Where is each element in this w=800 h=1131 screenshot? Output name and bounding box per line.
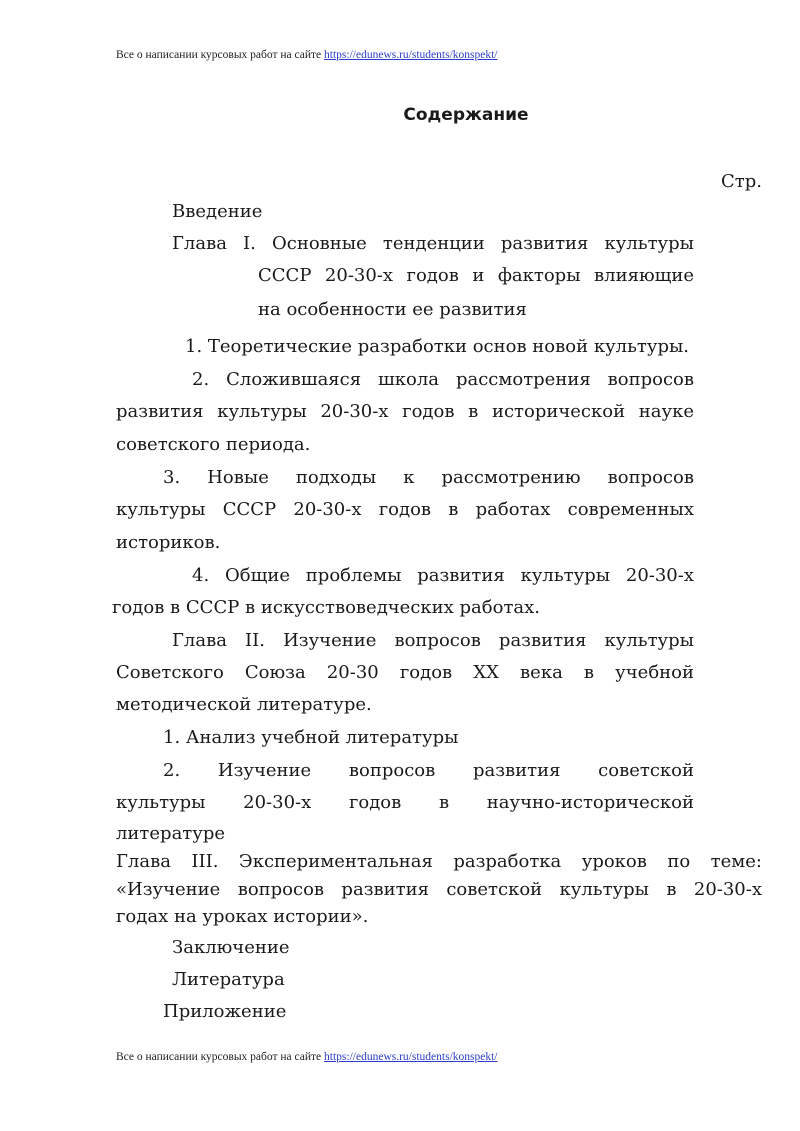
toc-chapter-3-line-3[interactable]: годах на уроках истории». <box>116 906 369 927</box>
toc-chapter-1-section-3-line-1[interactable]: 3. Новые подходы к рассмотрению вопросов <box>163 467 694 488</box>
footer-text: Все о написании курсовых работ на сайте <box>116 1051 325 1063</box>
toc-literature[interactable]: Литература <box>172 969 285 990</box>
toc-chapter-1-section-4-line-1[interactable]: 4. Общие проблемы развития культуры 20-30-х <box>192 565 694 586</box>
toc-chapter-1-section-3-line-2[interactable]: культуры СССР 20-30-х годов в работах современных <box>116 499 694 520</box>
toc-appendix[interactable]: Приложение <box>163 1001 287 1022</box>
toc-chapter-1-section-2-line-3[interactable]: советского периода. <box>116 434 311 455</box>
toc-chapter-2-line-3[interactable]: методической литературе. <box>116 694 372 715</box>
page-title: Содержание <box>403 105 529 125</box>
toc-chapter-1-line-1[interactable]: Глава I. Основные тенденции развития культуры <box>172 233 694 254</box>
toc-chapter-1-section-2-line-2[interactable]: развития культуры 20-30-х годов в исторической науке <box>116 401 694 422</box>
toc-chapter-1-line-2[interactable]: СССР 20-30-х годов и факторы влияющие <box>258 265 694 286</box>
toc-chapter-3-line-1[interactable]: Глава III. Экспериментальная разработка уроков по теме: <box>116 851 762 872</box>
page-footer <box>116 1051 497 1063</box>
header-text: Все о написании курсовых работ на сайте <box>116 49 325 61</box>
toc-chapter-1-section-1[interactable]: 1. Теоретические разработки основ новой культуры. <box>185 336 690 357</box>
toc-chapter-1-section-3-line-3[interactable]: историков. <box>116 532 221 553</box>
toc-chapter-2-section-2-line-2[interactable]: культуры 20-30-х годов в научно-исторической <box>116 792 694 813</box>
toc-chapter-2-line-1[interactable]: Глава II. Изучение вопросов развития культуры <box>172 630 694 651</box>
toc-chapter-1-section-4-line-2[interactable]: годов в СССР в искусствоведческих работах. <box>112 597 541 618</box>
toc-chapter-3-line-2[interactable]: «Изучение вопросов развития советской культуры в 20-30-х <box>116 879 762 900</box>
toc-chapter-2-section-2-line-1[interactable]: 2. Изучение вопросов развития советской <box>163 760 694 781</box>
toc-chapter-1-line-3[interactable]: на особенности ее развития <box>258 299 527 320</box>
header-link[interactable]: https://edunews.ru/students/konspekt/ <box>324 49 498 61</box>
toc-intro[interactable]: Введение <box>172 201 263 222</box>
toc-chapter-1-section-2-line-1[interactable]: 2. Сложившаяся школа рассмотрения вопросов <box>192 369 694 390</box>
page-column-label: Стр. <box>721 171 762 192</box>
toc-conclusion[interactable]: Заключение <box>172 937 290 958</box>
toc-chapter-2-line-2[interactable]: Советского Союза 20-30 годов XX века в учебной <box>116 662 694 683</box>
page-header <box>116 49 497 61</box>
toc-chapter-2-section-2-line-3[interactable]: литературе <box>116 823 226 844</box>
toc-chapter-2-section-1[interactable]: 1. Анализ учебной литературы <box>163 727 459 748</box>
footer-link[interactable]: https://edunews.ru/students/konspekt/ <box>324 1051 498 1063</box>
